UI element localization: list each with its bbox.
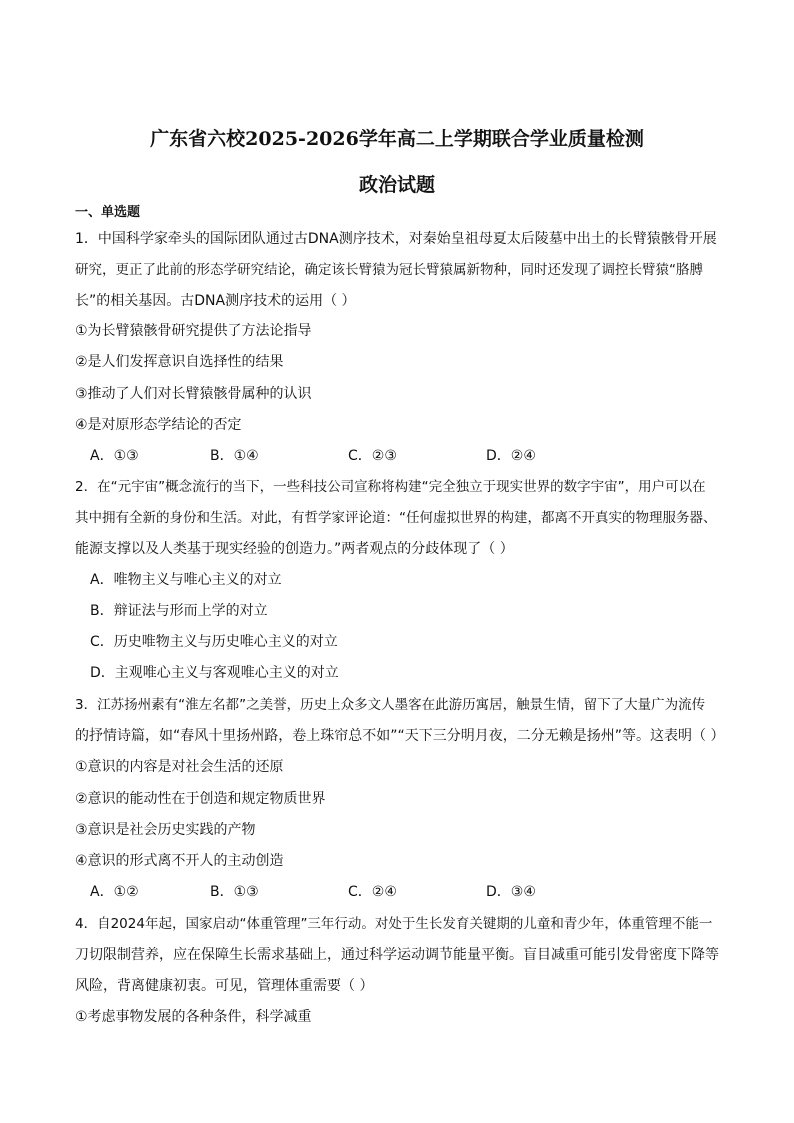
q1-item: ①为长臂猿骸骨研究提供了方法论指导 (75, 323, 312, 339)
q1-item: ④是对原形态学结论的否定 (75, 417, 242, 433)
q1-choice-d: D．②④ (486, 448, 536, 464)
q2-choice-a: A．唯物主义与唯心主义的对立 (90, 572, 282, 588)
q2-choice-b: B．辩证法与形而上学的对立 (90, 603, 268, 619)
q1-choice-b: B．①④ (210, 448, 259, 464)
q3-item: ①意识的内容是对社会生活的还原 (75, 759, 284, 775)
q1-item: ③推动了人们对长臂猿骸骨属种的认识 (75, 386, 312, 402)
q2-choice-d: D．主观唯心主义与客观唯心主义的对立 (90, 665, 339, 681)
q2-stem-line-3: 能源支撑以及人类基于现实经验的创造力。”两者观点的分歧体现了（ ） (75, 541, 514, 557)
q1-stem-line-2: 研究，更正了此前的形态学研究结论，确定该长臂猿为冠长臂猿属新物种，同时还发现了调控长臂猿“胳膊 (75, 262, 703, 278)
q4-item: ①考虑事物发展的各种条件，科学减重 (75, 1009, 312, 1025)
q1-choice-a: A．①③ (90, 448, 139, 464)
q3-stem-line-1: 3．江苏扬州素有“淮左名都”之美誉，历史上众多文人墨客在此游历寓居，触景生情，留下了大量广为流传 (75, 697, 706, 713)
page-subtitle: 政治试题 (358, 174, 435, 196)
q2-stem-line-1: 2．在“元宇宙”概念流行的当下，一些科技公司宣称将构建“完全独立于现实世界的数字宇宙”，用户可以在 (75, 479, 706, 495)
q3-choice-b: B．①③ (210, 884, 259, 900)
q3-stem-line-2: 的抒情诗篇，如“春风十里扬州路，卷上珠帘总不如”“天下三分明月夜，二分无赖是扬州”等。这表明（ ） (75, 728, 725, 744)
q3-choice-c: C．②④ (348, 884, 397, 900)
page-title: 广东省六校2025-2026学年高二上学期联合学业质量检测 (150, 128, 644, 150)
q3-item: ④意识的形式离不开人的主动创造 (75, 853, 284, 869)
q3-item: ②意识的能动性在于创造和规定物质世界 (75, 791, 326, 807)
q4-stem-line-1: 4．自2024年起，国家启动“体重管理”三年行动。对处于生长发育关键期的儿童和青少年，体重管理不能一 (75, 916, 713, 932)
q3-choice-d: D．③④ (486, 884, 536, 900)
q1-stem-line-3: 长”的相关基因。古DNA测序技术的运用（ ） (75, 293, 356, 309)
q4-stem-line-3: 风险，背离健康初衷。可见，管理体重需要（ ） (75, 978, 374, 994)
q3-item: ③意识是社会历史实践的产物 (75, 822, 256, 838)
q1-choice-c: C．②③ (348, 448, 397, 464)
section-heading: 一、单选题 (75, 205, 141, 220)
q4-stem-line-2: 刀切限制营养，应在保障生长需求基础上，通过科学运动调节能量平衡。盲目减重可能引发骨密度下降等 (75, 947, 719, 963)
q1-item: ②是人们发挥意识自选择性的结果 (75, 354, 284, 370)
q1-stem-line-1: 1．中国科学家牵头的国际团队通过古DNA测序技术，对秦始皇祖母夏太后陵墓中出土的长臂猿骸骨开展 (75, 231, 717, 247)
q3-choice-a: A．①② (90, 884, 139, 900)
q2-stem-line-2: 其中拥有全新的身份和生活。对此，有哲学家评论道：“任何虚拟世界的构建，都离不开真实的物理服务器、 (75, 510, 717, 526)
q2-choice-c: C．历史唯物主义与历史唯心主义的对立 (90, 634, 338, 650)
